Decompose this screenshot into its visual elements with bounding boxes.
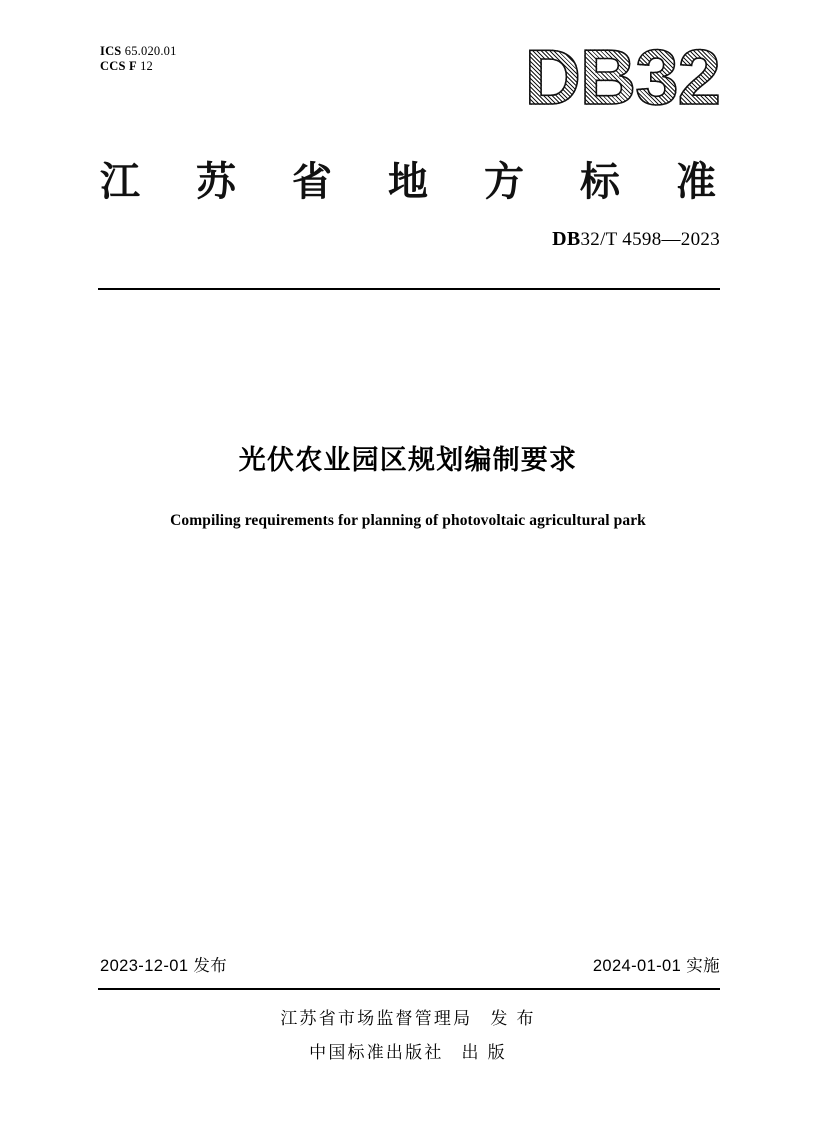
standard-number-rest: 32/T 4598—2023 bbox=[580, 229, 720, 250]
issuer-action: 发 布 bbox=[490, 1009, 536, 1028]
publisher-action: 出 版 bbox=[461, 1043, 507, 1062]
issuer-name: 江苏省市场监督管理局 bbox=[280, 1009, 473, 1028]
province-char-1: 苏 bbox=[196, 160, 236, 204]
ics-value: 65.020.01 bbox=[124, 44, 177, 58]
db32-logo bbox=[524, 33, 720, 121]
document-title-english: Compiling requirements for planning of photovoltaic agricultural park bbox=[170, 512, 646, 529]
publisher-line bbox=[0, 1036, 816, 1070]
province-char-3: 地 bbox=[388, 160, 428, 204]
ccs-label: CCS bbox=[100, 59, 126, 74]
issuer-line bbox=[0, 1002, 816, 1036]
standard-number-prefix: DB bbox=[552, 228, 581, 250]
province-char-0: 江 bbox=[100, 160, 140, 204]
ics-label: ICS bbox=[100, 44, 122, 58]
ics-line bbox=[100, 44, 177, 59]
ccs-value: 12 bbox=[140, 59, 154, 74]
dates-row bbox=[100, 952, 720, 976]
province-char-6: 准 bbox=[676, 160, 716, 204]
ics-ccs-block bbox=[100, 44, 177, 75]
province-char-4: 方 bbox=[484, 160, 524, 204]
issue-date: 2023-12-01 发布 bbox=[100, 957, 228, 975]
ccs-line bbox=[100, 59, 177, 74]
province-standard-title bbox=[100, 150, 716, 207]
ccs-class: F bbox=[128, 59, 137, 74]
document-title-chinese: 光伏农业园区规划编制要求 bbox=[238, 445, 578, 475]
db32-logo-text: DB32 bbox=[524, 33, 720, 121]
publisher-name: 中国标准出版社 bbox=[309, 1043, 444, 1062]
province-char-2: 省 bbox=[292, 160, 332, 204]
footer-divider bbox=[98, 988, 720, 990]
province-char-5: 标 bbox=[580, 160, 620, 204]
header-divider bbox=[98, 288, 720, 290]
publisher-block bbox=[0, 1002, 816, 1070]
effective-date: 2024-01-01 实施 bbox=[592, 957, 720, 975]
standard-number bbox=[552, 228, 720, 251]
